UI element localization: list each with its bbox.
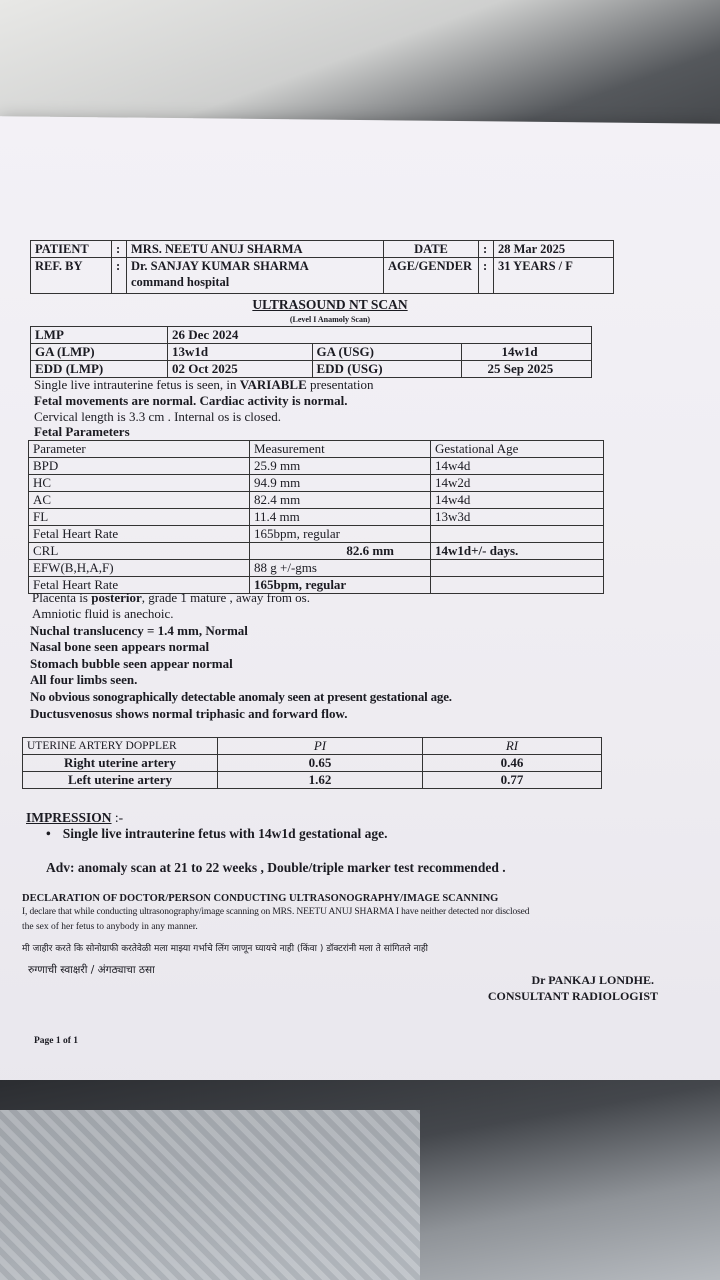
col-header: Measurement (250, 441, 431, 458)
obs-anomaly: No obvious sonographically detectable anomaly seen at present gestational age. (30, 689, 452, 704)
param-name: AC (29, 492, 250, 509)
table-row (29, 475, 604, 492)
agegender-label: AGE/GENDER (384, 258, 479, 294)
ri-value: 0.77 (423, 772, 602, 789)
declaration-text-2: the sex of her fetus to anybody in any manner. (22, 922, 198, 932)
ga-usg-value: 14w1d (461, 344, 592, 361)
colon: : (112, 241, 127, 258)
date-label: DATE (384, 241, 479, 258)
param-ga: 14w4d (431, 492, 604, 509)
param-ga: 14w4d (431, 458, 604, 475)
col-header: Gestational Age (431, 441, 604, 458)
colon: : (479, 258, 494, 294)
refby-hospital: command hospital (131, 275, 230, 289)
param-measurement: 11.4 mm (250, 509, 431, 526)
edd-lmp-label: EDD (LMP) (31, 361, 168, 378)
obs-stomach: Stomach bubble seen appear normal (30, 656, 233, 671)
pi-value: 1.62 (218, 772, 423, 789)
param-measurement: 82.4 mm (250, 492, 431, 509)
param-name: EFW(B,H,A,F) (29, 560, 250, 577)
table-row (29, 543, 604, 560)
artery-name: Right uterine artery (23, 755, 218, 772)
table-row (29, 458, 604, 475)
param-ga (431, 560, 604, 577)
ga-lmp-label: GA (LMP) (31, 344, 168, 361)
finding-presentation: Single live intrauterine fetus is seen, in VARIABLE presentation (34, 377, 374, 392)
artery-name: Left uterine artery (23, 772, 218, 789)
ri-header: RI (423, 738, 602, 755)
obs-amniotic: Amniotic fluid is anechoic. (32, 606, 174, 621)
refby-value (127, 258, 384, 294)
declaration-text-1: I, declare that while conducting ultrasonography/image scanning on MRS. NEETU ANUJ SHARMA I have neither detected nor disclosed (22, 907, 530, 917)
impression-text: • Single live intrauterine fetus with 14w1d gestational age. (46, 826, 388, 841)
param-measurement: 88 g +/-gms (250, 560, 431, 577)
doppler-table (22, 737, 602, 789)
dates-table (30, 326, 592, 378)
param-name: BPD (29, 458, 250, 475)
declaration-marathi: मी जाहीर करते कि सोनोग्राफी करतेवेळी मला माझ्या गर्भाचे लिंग जाणून घ्यायचे नाही (किंवा ) डॉक्टरांनी मला ते सांगितले नाही (22, 944, 429, 954)
param-name: HC (29, 475, 250, 492)
param-name: FL (29, 509, 250, 526)
table-row (29, 560, 604, 577)
param-measurement: 82.6 mm (250, 543, 431, 560)
col-header: Parameter (29, 441, 250, 458)
param-measurement: 165bpm, regular (250, 577, 431, 594)
param-name: Fetal Heart Rate (29, 526, 250, 543)
ga-usg-label: GA (USG) (312, 344, 461, 361)
colon: : (112, 258, 127, 294)
param-measurement: 94.9 mm (250, 475, 431, 492)
edd-usg-value: 25 Sep 2025 (461, 361, 592, 378)
obs-ductus: Ductusvenosus shows normal triphasic and forward flow. (30, 706, 348, 721)
impression-heading: IMPRESSION :- (26, 810, 124, 825)
param-ga: 13w3d (431, 509, 604, 526)
patient-value: MRS. NEETU ANUJ SHARMA (127, 241, 384, 258)
param-ga: 14w1d+/- days. (431, 543, 604, 560)
edd-lmp-value: 02 Oct 2025 (168, 361, 313, 378)
patient-label: PATIENT (31, 241, 112, 258)
param-measurement: 165bpm, regular (250, 526, 431, 543)
finding-cervix: Cervical length is 3.3 cm . Internal os is closed. (34, 409, 281, 424)
ga-lmp-value: 13w1d (168, 344, 313, 361)
signature-designation: CONSULTANT RADIOLOGIST (487, 989, 658, 1003)
doppler-header: UTERINE ARTERY DOPPLER (23, 738, 218, 755)
ri-value: 0.46 (423, 755, 602, 772)
param-ga (431, 526, 604, 543)
lmp-label: LMP (31, 327, 168, 344)
edd-usg-label: EDD (USG) (312, 361, 461, 378)
section-fetal-parameters: Fetal Parameters (34, 424, 130, 439)
obs-limbs: All four limbs seen. (30, 672, 138, 687)
bullet: • (46, 826, 51, 841)
finding-movements: Fetal movements are normal. Cardiac activity is normal. (34, 393, 348, 408)
param-ga (431, 577, 604, 594)
param-ga: 14w2d (431, 475, 604, 492)
page-number: Page 1 of 1 (34, 1036, 79, 1046)
report-subtitle: (Level I Anamoly Scan) (289, 315, 371, 324)
patient-signature-label: रुग्णाची स्वाक्षरी / अंगठ्याचा ठसा (28, 964, 155, 976)
table-row (29, 526, 604, 543)
param-name: CRL (29, 543, 250, 560)
obs-nuchal: Nuchal translucency = 1.4 mm, Normal (30, 623, 248, 638)
report-title: ULTRASOUND NT SCAN (252, 297, 408, 312)
date-value: 28 Mar 2025 (494, 241, 614, 258)
table-row (29, 509, 604, 526)
obs-placenta: Placenta is posterior, grade 1 mature , away from os. (32, 590, 310, 605)
table-row (29, 492, 604, 509)
lmp-value: 26 Dec 2024 (168, 327, 313, 344)
pi-value: 0.65 (218, 755, 423, 772)
refby-doctor: Dr. SANJAY KUMAR SHARMA (131, 259, 309, 273)
param-name: Fetal Heart Rate (29, 577, 250, 594)
refby-label: REF. BY (31, 258, 112, 294)
declaration-title: DECLARATION OF DOCTOR/PERSON CONDUCTING ULTRASONOGRAPHY/IMAGE SCANNING (22, 893, 499, 904)
agegender-value: 31 YEARS / F (494, 258, 614, 294)
table-row (23, 755, 602, 772)
pi-header: PI (218, 738, 423, 755)
param-measurement: 25.9 mm (250, 458, 431, 475)
advice-text: Adv: anomaly scan at 21 to 22 weeks , Double/triple marker test recommended . (46, 860, 506, 875)
table-row (23, 772, 602, 789)
fetal-parameters-table (28, 440, 604, 594)
patient-header-table (30, 240, 614, 294)
obs-nasal: Nasal bone seen appears normal (30, 639, 210, 654)
colon: : (479, 241, 494, 258)
signature-name: Dr PANKAJ LONDHE. (531, 973, 654, 987)
